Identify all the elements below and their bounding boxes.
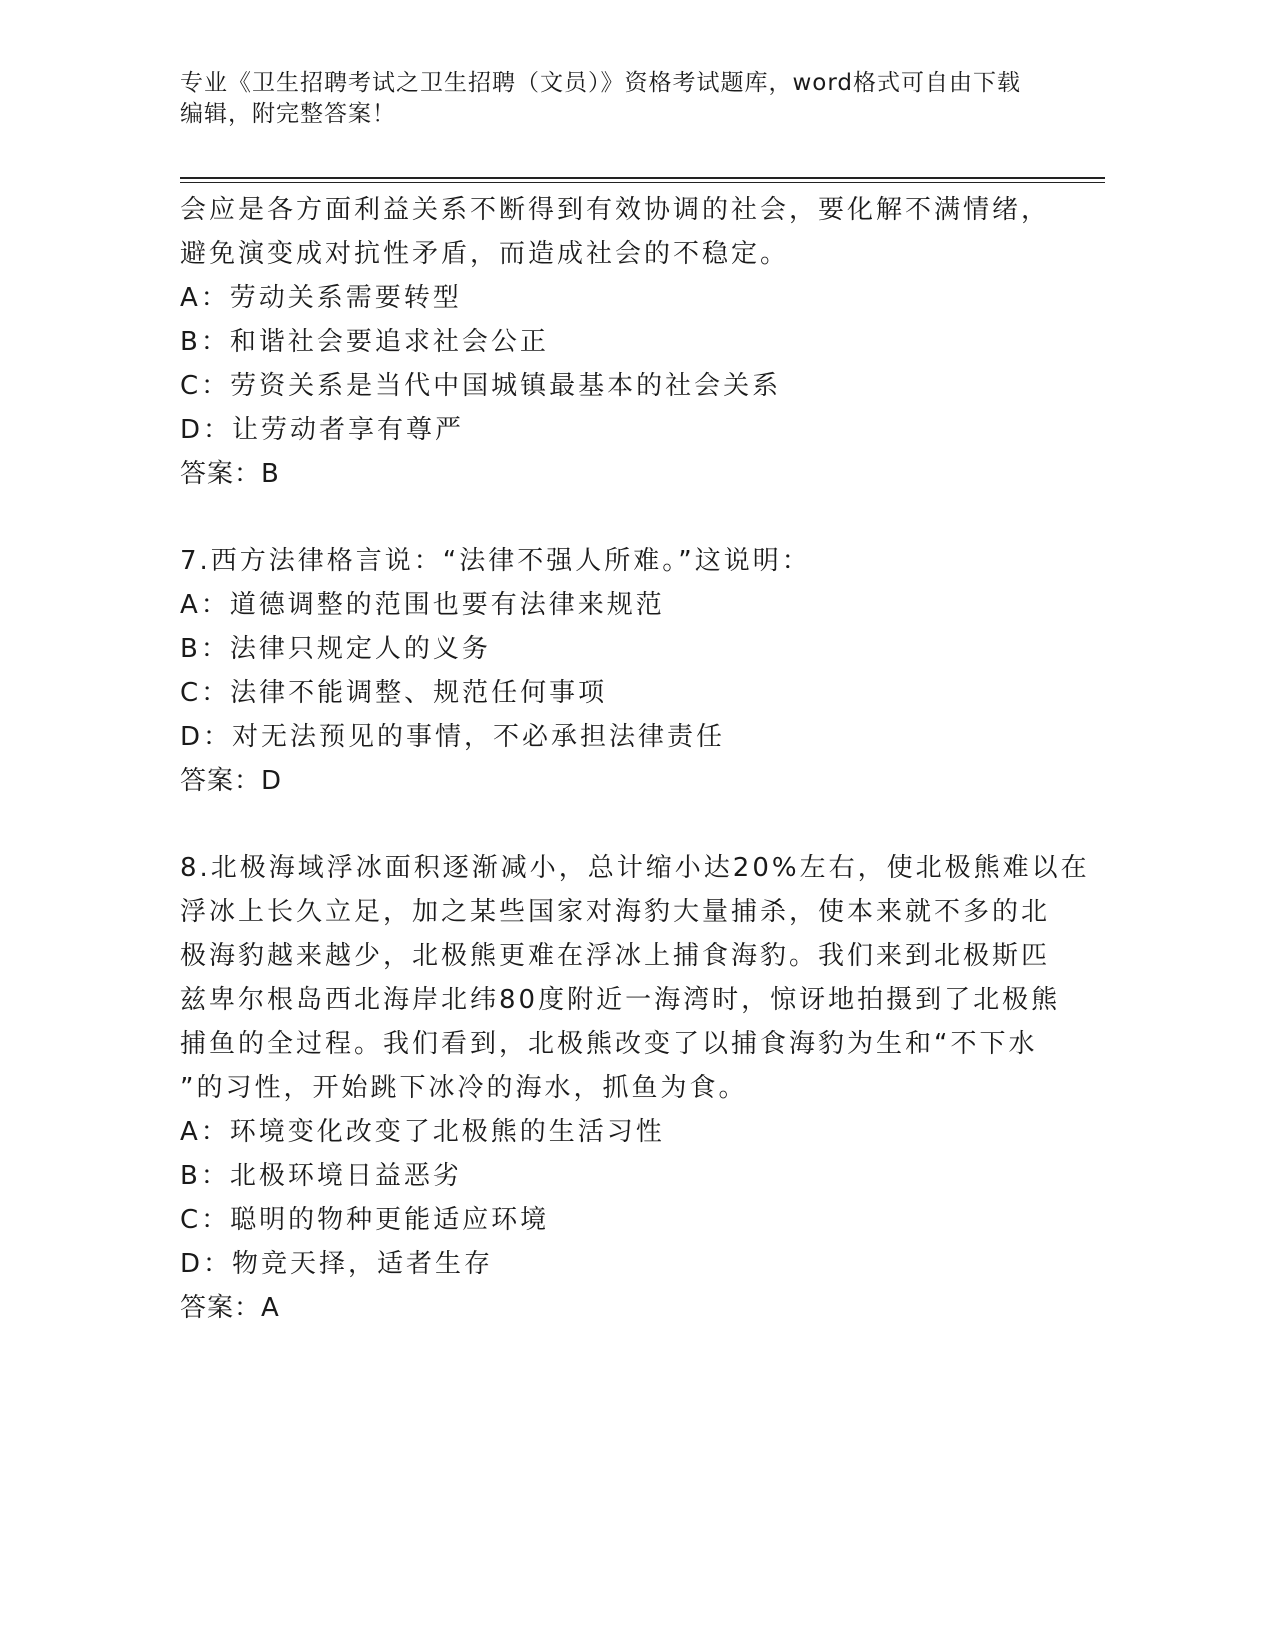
option-c: C：聪明的物种更能适应环境	[180, 1205, 550, 1235]
option-a: A：道德调整的范围也要有法律来规范	[180, 590, 665, 620]
question-7	[180, 539, 1060, 803]
question-8	[180, 846, 1090, 1330]
question-stem-line: 7.西方法律格言说：“法律不强人所难。”这说明：	[180, 546, 811, 576]
question-spacer	[180, 803, 1060, 846]
question-stem-line: 会应是各方面利益关系不断得到有效协调的社会，要化解不满情绪，	[180, 195, 1051, 225]
answer-label: 答案：B	[180, 459, 280, 489]
question-stem-line: ”的习性，开始跳下冰冷的海水，抓鱼为食。	[180, 1073, 748, 1103]
header-divider-thick	[180, 177, 1105, 179]
question-stem-line: 捕鱼的全过程。我们看到，北极熊改变了以捕食海豹为生和“不下水	[180, 1029, 1038, 1059]
header-line-1: 专业《卫生招聘考试之卫生招聘（文员）》资格考试题库，word格式可自由下载	[180, 70, 1022, 96]
answer-label: 答案：D	[180, 766, 283, 796]
option-d: D：物竞天择，适者生存	[180, 1249, 494, 1279]
option-d: D：对无法预见的事情，不必承担法律责任	[180, 722, 726, 752]
header-divider-thin	[180, 182, 1105, 183]
option-c: C：劳资关系是当代中国城镇最基本的社会关系	[180, 371, 782, 401]
question-list	[180, 188, 1090, 1330]
option-b: B：北极环境日益恶劣	[180, 1161, 462, 1191]
question-spacer	[180, 496, 1060, 539]
document-header	[180, 68, 1080, 130]
option-a: A：环境变化改变了北极熊的生活习性	[180, 1117, 665, 1147]
question-stem-line: 避免演变成对抗性矛盾，而造成社会的不稳定。	[180, 239, 790, 269]
question-stem-line: 兹卑尔根岛西北海岸北纬80度附近一海湾时，惊讶地拍摄到了北极熊	[180, 985, 1061, 1015]
option-c: C：法律不能调整、规范任何事项	[180, 678, 608, 708]
option-b: B：法律只规定人的义务	[180, 634, 491, 664]
header-line-2: 编辑，附完整答案！	[180, 101, 396, 127]
question-stem-line: 极海豹越来越少，北极熊更难在浮冰上捕食海豹。我们来到北极斯匹	[180, 941, 1051, 971]
option-d: D：让劳动者享有尊严	[180, 415, 465, 445]
question-stem-line: 8.北极海域浮冰面积逐渐减小，总计缩小达20%左右，使北极熊难以在	[180, 853, 1090, 883]
option-b: B：和谐社会要追求社会公正	[180, 327, 549, 357]
question-stem-line: 浮冰上长久立足，加之某些国家对海豹大量捕杀，使本来就不多的北	[180, 897, 1051, 927]
option-a: A：劳动关系需要转型	[180, 283, 462, 313]
answer-label: 答案：A	[180, 1293, 280, 1323]
question-6	[180, 188, 1060, 496]
